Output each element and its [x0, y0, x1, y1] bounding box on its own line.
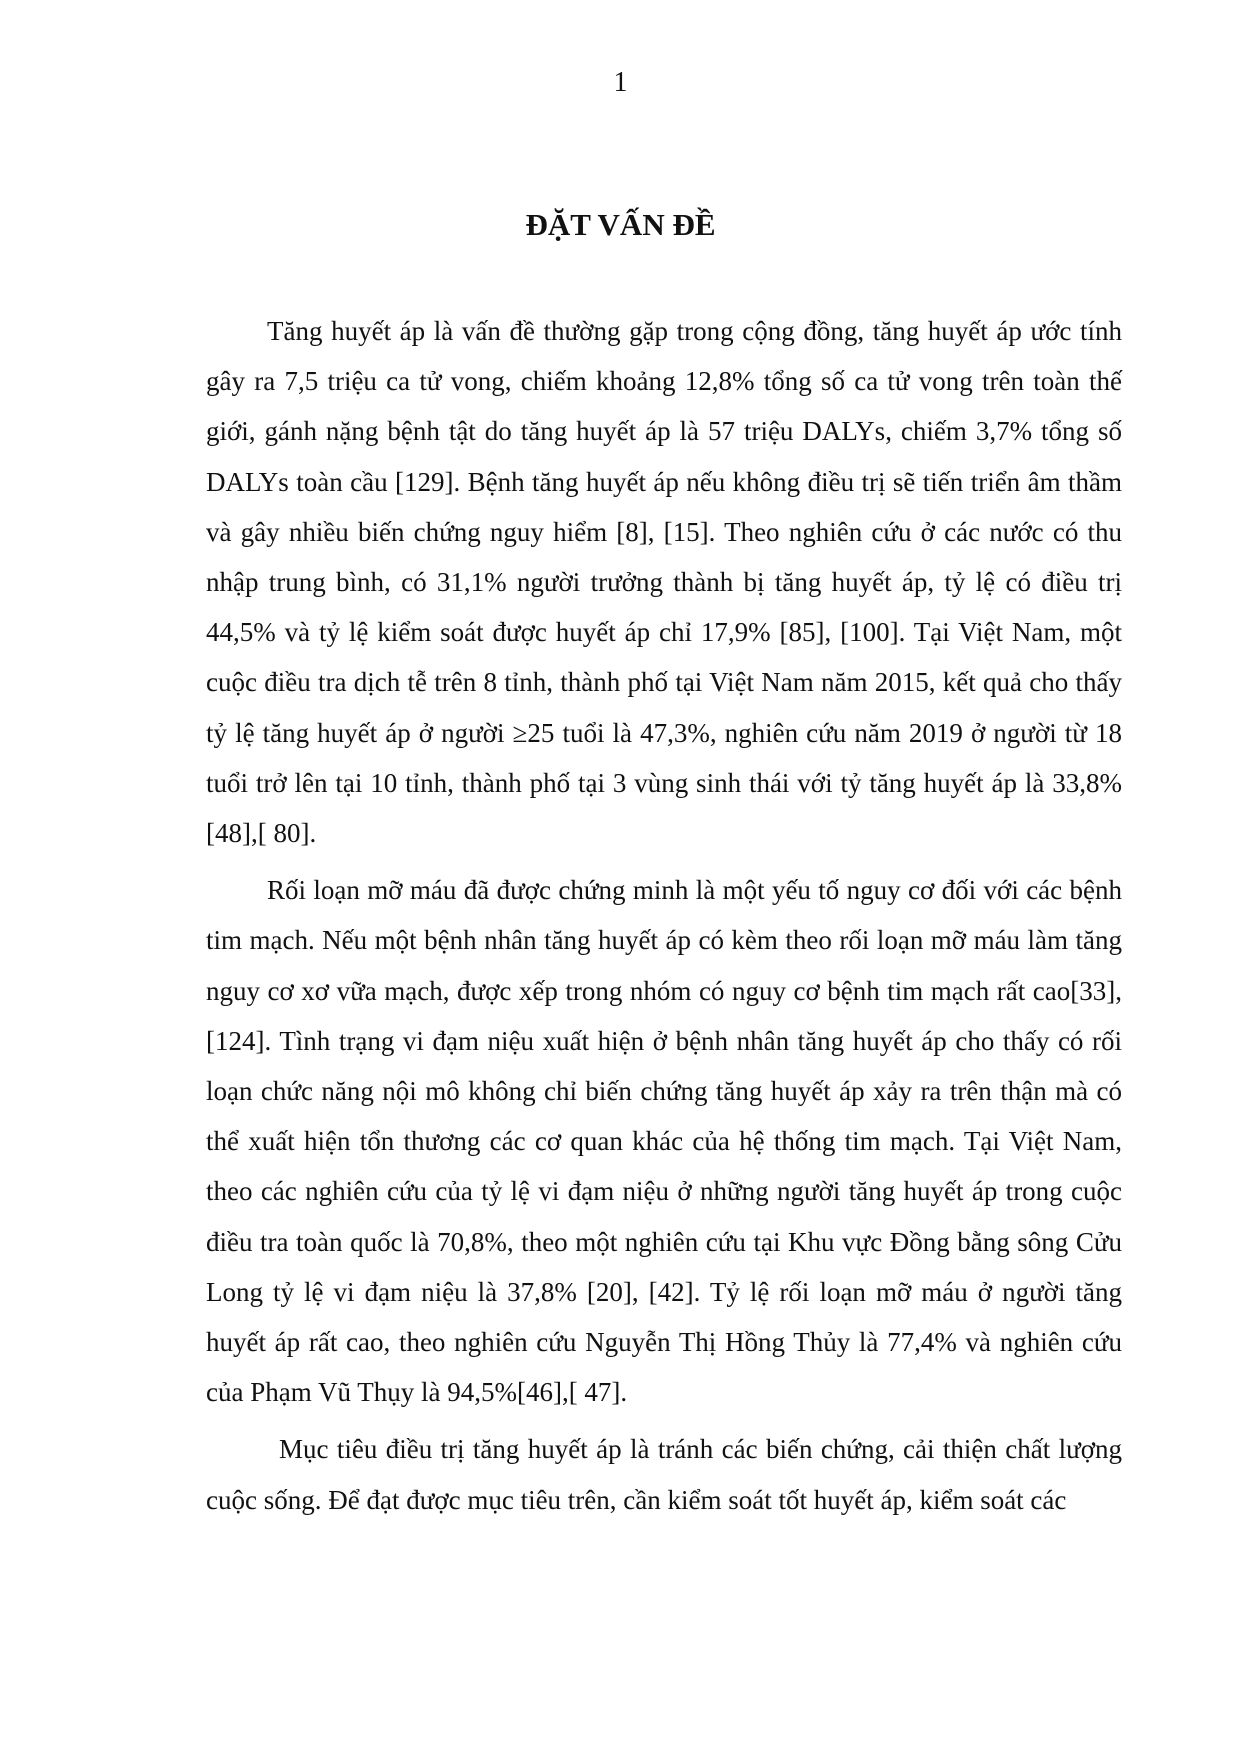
- page-title: ĐẶT VẤN ĐỀ: [525, 207, 716, 242]
- body-text: [206, 306, 1122, 1532]
- paragraph-hypertension-burden: Tăng huyết áp là vấn đề thường gặp trong cộng đồng, tăng huyết áp ước tính gây ra 7,5 triệu ca tử vong, chiếm khoảng 12,8% tổng số ca tử vong trên toàn thế giới, gánh nặng bệnh tật do tăng huyết áp là 57 triệu DALYs, chiếm 3,7% tổng số DALYs toàn cầu [129]. Bệnh tăng huyết áp nếu không điều trị sẽ tiến triển âm thầm và gây nhiều biến chứng nguy hiểm [8], [15]. Theo nghiên cứu ở các nước có thu nhập trung bình, có 31,1% người trưởng thành bị tăng huyết áp, tỷ lệ có điều trị 44,5% và tỷ lệ kiểm soát được huyết áp chỉ 17,9% [85], [100]. Tại Việt Nam, một cuộc điều tra dịch tễ trên 8 tỉnh, thành phố tại Việt Nam năm 2015, kết quả cho thấy tỷ lệ tăng huyết áp ở người ≥25 tuổi là 47,3%, nghiên cứu năm 2019 ở người từ 18 tuổi trở lên tại 10 tỉnh, thành phố tại 3 vùng sinh thái với tỷ tăng huyết áp là 33,8% [48],[ 80].: [206, 316, 1122, 849]
- paragraph-treatment-goals: Mục tiêu điều trị tăng huyết áp là tránh các biến chứng, cải thiện chất lượng cuộc sống. Để đạt được mục tiêu trên, cần kiểm soát tốt huyết áp, kiểm soát các: [206, 1434, 1122, 1515]
- paragraph-dyslipidemia: Rối loạn mỡ máu đã được chứng minh là một yếu tố nguy cơ đối với các bệnh tim mạch. Nếu một bệnh nhân tăng huyết áp có kèm theo rối loạn mỡ máu làm tăng nguy cơ xơ vữa mạch, được xếp trong nhóm có nguy cơ bệnh tim mạch rất cao[33], [124]. Tình trạng vi đạm niệu xuất hiện ở bệnh nhân tăng huyết áp cho thấy có rối loạn chức năng nội mô không chỉ biến chứng tăng huyết áp xảy ra trên thận mà có thể xuất hiện tổn thương các cơ quan khác của hệ thống tim mạch. Tại Việt Nam, theo các nghiên cứu của tỷ lệ vi đạm niệu ở những người tăng huyết áp trong cuộc điều tra toàn quốc là 70,8%, theo một nghiên cứu tại Khu vực Đồng bằng sông Cửu Long tỷ lệ vi đạm niệu là 37,8% [20], [42]. Tỷ lệ rối loạn mỡ máu ở người tăng huyết áp rất cao, theo nghiên cứu Nguyễn Thị Hồng Thủy là 77,4% và nghiên cứu của Phạm Vũ Thụy là 94,5%[46],[ 47].: [206, 875, 1122, 1408]
- page-number: 1: [613, 67, 628, 98]
